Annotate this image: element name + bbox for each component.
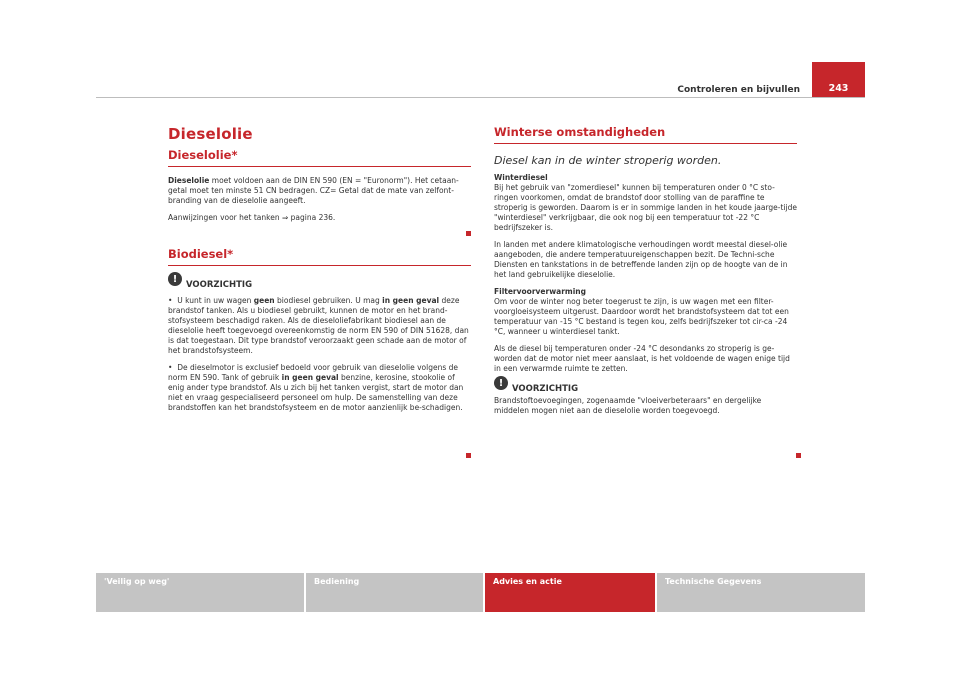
header-rule [96, 97, 865, 98]
left-column [168, 125, 471, 413]
section-end-marker [796, 453, 801, 458]
section-end-marker [466, 453, 471, 458]
page-number-box [812, 62, 865, 98]
biodiesel-bullet-2: • De dieselmotor is exclusief bedoeld voor gebruik van dieselolie volgens de norm EN 590. Tank of gebruik in geen geval benzine, kerosine, stookolie of enig ander type brandstof. Als u zich bij het tanken vergist, start de motor dan niet en vraag gespecialiseerd personeel om hulp. De samenstelling van deze brandstoffen kan het brandstofsysteem en de motor aanzienlijk be-schadigen. [168, 363, 464, 412]
intro-line: Diesel kan in de winter stroperig worden. [494, 154, 722, 167]
footer-tab-veilig-op-weg[interactable]: 'Veilig op weg' [96, 573, 304, 612]
cold-start-paragraph: Als de diesel bij temperaturen onder -24 °C desondanks zo stroperig is ge-worden dat de motor niet meer aanslaat, is het voldoende de wagen enige tijd in een verwarmde ruimte te zetten. [494, 344, 790, 373]
running-header-title: Controleren en bijvullen [677, 85, 800, 95]
right-column [494, 125, 797, 416]
warning-label: VOORZICHTIG [512, 384, 579, 394]
warning-icon: ! [168, 272, 182, 286]
warning-label: VOORZICHTIG [186, 280, 253, 290]
climate-paragraph: In landen met andere klimatologische verhoudingen wordt meestal diesel-olie aangeboden, die andere temperatuureigenschappen bezit. De Techni-sche Diensten en tankstations in de betreffende landen zijn op de hoogte van de in het land gebruikelijke dieselolie. [494, 240, 788, 279]
warning-icon: ! [494, 376, 508, 390]
winterdiesel-paragraph: Bij het gebruik van "zomerdiesel" kunnen bij temperaturen onder 0 °C sto-ringen voorkomen, omdat de brandstof door stolling van de paraffine te stroperig is geworden. Daarom is er in sommige landen in het koude jaarge-tijde "winterdiesel" verkrijgbaar, die ook nog bij een temperatuur tot -22 °C bedrijfszeker is. [494, 183, 797, 232]
section-heading-dieselolie: Dieselolie* [168, 148, 471, 167]
section-end-marker [466, 231, 471, 236]
filter-paragraph: Om voor de winter nog beter toegerust te zijn, is uw wagen met een filter-voorgloeisysteem uitgerust. Daardoor wordt het brandstofsysteem dat tot een temperatuur van -15 °C bestand is tegen kou, zelfs bedrijfszeker tot cir-ca -24 °C, wanneer u winterdiesel tankt. [494, 297, 789, 336]
additives-paragraph: Brandstoftoevoegingen, zogenaamde "vloeiverbeteraars" en dergelijke middelen mogen niet aan de dieselolie worden toegevoegd. [494, 396, 762, 415]
subheading-winterdiesel: Winterdiesel [494, 173, 548, 182]
main-heading: Dieselolie [168, 125, 253, 143]
section-heading-biodiesel: Biodiesel* [168, 247, 471, 266]
dieselolie-paragraph: Dieselolie moet voldoen aan de DIN EN 590 (EN = "Euronorm"). Het cetaan-getal moet ten minste 51 CN bedragen. CZ= Getal dat de mate van zelfont-branding van de dieselolie aangeeft. [168, 176, 459, 205]
subheading-filter: Filtervoorverwarming [494, 287, 586, 296]
footer-tab-bediening[interactable]: Bediening [306, 573, 483, 612]
section-heading-winter: Winterse omstandigheden [494, 125, 797, 144]
warning-block-additives [494, 377, 797, 394]
dieselolie-bold-term: Dieselolie [168, 176, 210, 185]
biodiesel-bullet-1: • U kunt in uw wagen geen biodiesel gebruiken. U mag in geen geval deze brandstof tanken. Als u biodiesel gebruikt, kunnen de motor en het brand-stofsysteem beschadigd raken. Als de dieseloliefabrikant biodiesel aan de dieselolie heeft toegevoegd overeenkomstig de norm EN 590 of DIN 51628, dan is dat toegestaan. Dit type brandstof veroorzaakt geen schade aan de motor of het brandstofsysteem. [168, 296, 469, 355]
footer-tab-advies-en-actie[interactable]: Advies en actie [485, 573, 655, 612]
tank-reference: Aanwijzingen voor het tanken ⇒ pagina 236. [168, 213, 336, 222]
warning-block-biodiesel [168, 273, 471, 290]
page-number: 243 [828, 83, 849, 94]
footer-tab-technische-gegevens[interactable]: Technische Gegevens [657, 573, 865, 612]
